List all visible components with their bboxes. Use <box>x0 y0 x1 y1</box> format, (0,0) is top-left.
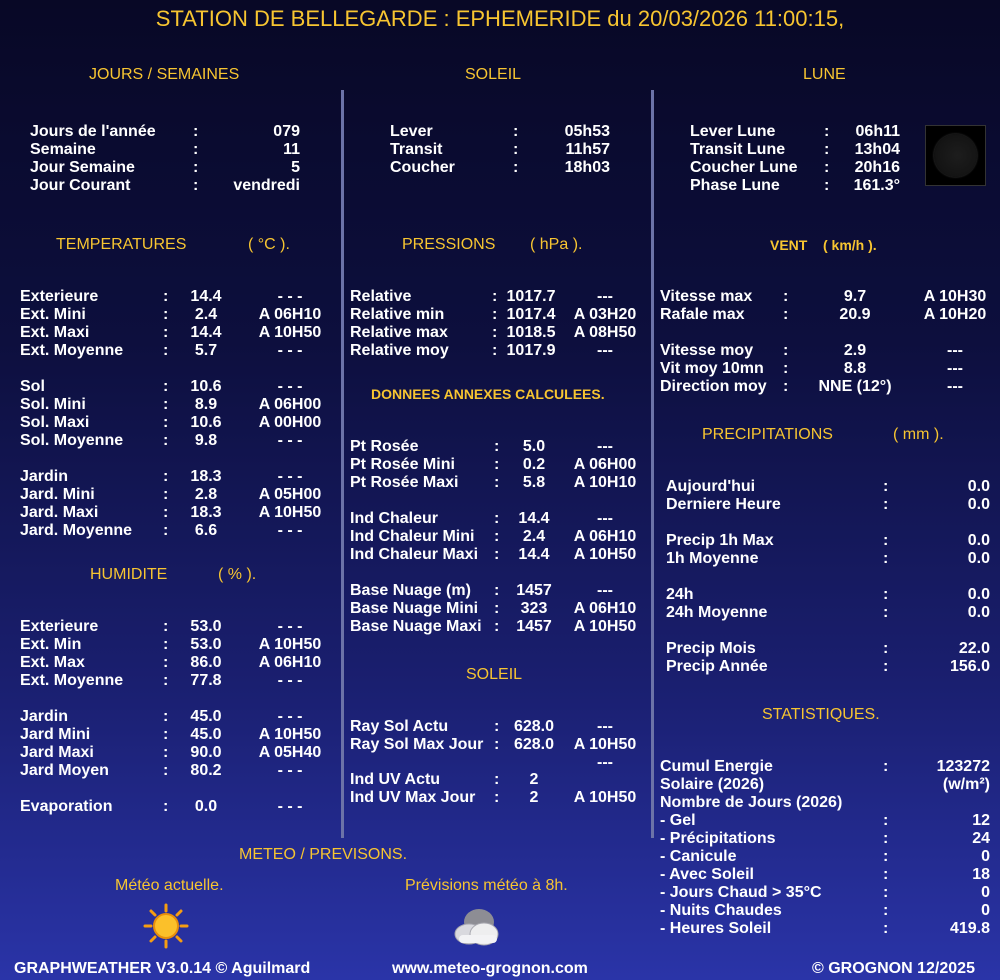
press-value: 1017.7 <box>506 288 556 305</box>
hum-separator: : <box>163 636 169 653</box>
precipitations-unit: ( mm ). <box>893 426 944 443</box>
vent-label: Direction moy <box>660 378 767 395</box>
lune-value: 13h04 <box>854 141 900 158</box>
jours-separator: : <box>193 141 199 158</box>
vent-value: NNE (12°) <box>818 378 892 395</box>
temp-value: 14.4 <box>190 324 222 341</box>
temp-time: - - - <box>277 342 303 359</box>
annexes-time: A 06H10 <box>573 600 637 617</box>
lune-value: 161.3° <box>853 177 900 194</box>
soleil2-separator: : <box>494 718 500 735</box>
annexes-label: Base Nuage Maxi <box>350 618 482 635</box>
jours-value: 079 <box>273 123 300 140</box>
stats-value: 12 <box>972 812 990 829</box>
lune-label: Phase Lune <box>690 177 780 194</box>
footer-website-link[interactable]: www.meteo-grognon.com <box>392 960 588 977</box>
press-value: 1017.4 <box>506 306 556 323</box>
annexes-time: A 10H10 <box>573 474 637 491</box>
jours-label: Semaine <box>30 141 96 158</box>
annexes-time: A 06H00 <box>573 456 637 473</box>
sun-icon <box>143 903 189 949</box>
moon-phase-image <box>925 125 986 186</box>
meteo-actuelle-label: Météo actuelle. <box>115 877 224 894</box>
jours-value: 5 <box>291 159 300 176</box>
soleil2-time: A 10H50 <box>573 789 637 806</box>
hum-label: Ext. Max <box>20 654 85 671</box>
temp-value: 18.3 <box>190 504 222 521</box>
temp-separator: : <box>163 504 169 521</box>
hum-value: 53.0 <box>190 636 222 653</box>
stats-separator: : <box>883 884 889 901</box>
cloud-icon <box>449 902 503 948</box>
precip-separator: : <box>883 640 889 657</box>
lune-separator: : <box>824 123 830 140</box>
stats-label: - Jours Chaud > 35°C <box>660 884 822 901</box>
meteo-prevision-label: Prévisions météo à 8h. <box>405 877 568 894</box>
stats-separator: : <box>883 920 889 937</box>
hum-value: 86.0 <box>190 654 222 671</box>
annexes-separator: : <box>494 618 500 635</box>
soleil2-separator: : <box>494 736 500 753</box>
hum-time: A 10H50 <box>258 726 322 743</box>
vent-separator: : <box>783 360 789 377</box>
temp-label: Ext. Mini <box>20 306 86 323</box>
temp-separator: : <box>163 378 169 395</box>
precip-separator: : <box>883 658 889 675</box>
humidite-unit: ( % ). <box>218 566 257 583</box>
vent-label: Vit moy 10mn <box>660 360 764 377</box>
stats-label: Nombre de Jours (2026) <box>660 794 843 811</box>
hum-time: A 06H10 <box>258 654 322 671</box>
vent-value: 2.9 <box>843 342 867 359</box>
annexes-section-title: DONNEES ANNEXES CALCULEES. <box>371 386 605 402</box>
press-separator: : <box>492 306 498 323</box>
annexes-label: Ind Chaleur Mini <box>350 528 475 545</box>
annexes-separator: : <box>494 438 500 455</box>
vent-time: --- <box>947 342 963 359</box>
soleil-value: 11h57 <box>565 141 610 158</box>
vent-value: 20.9 <box>839 306 871 323</box>
vent-separator: : <box>783 342 789 359</box>
soleil-separator: : <box>513 159 519 176</box>
lune-value: 06h11 <box>855 123 900 140</box>
annexes-time: --- <box>597 510 613 527</box>
annexes-time: --- <box>597 438 613 455</box>
footer-copyright: © GROGNON 12/2025 <box>812 960 975 977</box>
stats-value: 18 <box>972 866 990 883</box>
vent-time: --- <box>947 378 963 395</box>
annexes-label: Base Nuage (m) <box>350 582 471 599</box>
temp-value: 5.7 <box>194 342 218 359</box>
temp-label: Ext. Moyenne <box>20 342 124 359</box>
precip-label: Aujourd'hui <box>666 478 756 495</box>
hum-time: - - - <box>277 798 303 815</box>
lune-separator: : <box>824 159 830 176</box>
precip-separator: : <box>883 496 889 513</box>
precip-separator: : <box>883 478 889 495</box>
press-time: A 03H20 <box>573 306 637 323</box>
temperatures-section-title: TEMPERATURES <box>56 236 187 253</box>
stats-label: - Heures Soleil <box>660 920 772 937</box>
stats-label: Solaire (2026) <box>660 776 765 793</box>
jours-label: Jour Semaine <box>30 159 135 176</box>
hum-time: - - - <box>277 708 303 725</box>
temperatures-unit: ( °C ). <box>248 236 290 253</box>
precip-label: 24h <box>666 586 694 603</box>
temp-value: 10.6 <box>190 378 222 395</box>
precip-value: 0.0 <box>967 604 990 621</box>
annexes-label: Pt Rosée Maxi <box>350 474 459 491</box>
temp-time: A 00H00 <box>258 414 322 431</box>
annexes-value: 14.4 <box>518 510 550 527</box>
annexes-value: 2.4 <box>522 528 546 545</box>
jours-section-title: JOURS / SEMAINES <box>89 66 240 83</box>
press-time: --- <box>597 288 613 305</box>
precipitations-section-title: PRECIPITATIONS <box>702 426 833 443</box>
annexes-separator: : <box>494 528 500 545</box>
temp-separator: : <box>163 288 169 305</box>
temp-label: Ext. Maxi <box>20 324 90 341</box>
temp-value: 18.3 <box>190 468 222 485</box>
lune-section-title: LUNE <box>803 66 846 83</box>
hum-label: Jard Moyen <box>20 762 109 779</box>
vent-section-title: VENT <box>770 237 808 253</box>
temp-time: A 10H50 <box>258 324 322 341</box>
vent-label: Rafale max <box>660 306 745 323</box>
hum-separator: : <box>163 726 169 743</box>
temp-label: Sol. Moyenne <box>20 432 124 449</box>
footer-software: GRAPHWEATHER V3.0.14 © Aguilmard <box>14 960 311 977</box>
press-value: 1017.9 <box>506 342 556 359</box>
vent-time: A 10H20 <box>923 306 987 323</box>
soleil-section-title: SOLEIL <box>465 66 522 83</box>
precip-value: 0.0 <box>967 586 990 603</box>
press-separator: : <box>492 342 498 359</box>
hum-time: A 05H40 <box>258 744 322 761</box>
temp-time: - - - <box>277 378 303 395</box>
temp-label: Sol. Mini <box>20 396 86 413</box>
hum-value: 0.0 <box>194 798 218 815</box>
precip-value: 0.0 <box>967 532 990 549</box>
press-label: Relative min <box>350 306 445 323</box>
hum-separator: : <box>163 672 169 689</box>
temp-value: 10.6 <box>190 414 222 431</box>
stats-separator: : <box>883 830 889 847</box>
pressions-unit: ( hPa ). <box>530 236 583 253</box>
stats-label: - Canicule <box>660 848 737 865</box>
hum-value: 45.0 <box>190 708 222 725</box>
lune-label: Lever Lune <box>690 123 776 140</box>
soleil-separator: : <box>513 141 519 158</box>
precip-label: 24h Moyenne <box>666 604 768 621</box>
temp-time: A 10H50 <box>258 504 322 521</box>
hum-label: Jard Maxi <box>20 744 94 761</box>
annexes-separator: : <box>494 474 500 491</box>
stats-separator: : <box>883 866 889 883</box>
precip-separator: : <box>883 532 889 549</box>
stats-label: - Nuits Chaudes <box>660 902 782 919</box>
annexes-value: 5.0 <box>522 438 546 455</box>
temp-separator: : <box>163 342 169 359</box>
soleil-value: 18h03 <box>564 159 610 176</box>
temp-separator: : <box>163 414 169 431</box>
annexes-time: A 10H50 <box>573 546 637 563</box>
soleil2-value: 628.0 <box>513 718 555 735</box>
hum-separator: : <box>163 762 169 779</box>
temp-label: Jard. Mini <box>20 486 95 503</box>
temp-separator: : <box>163 396 169 413</box>
hum-time: - - - <box>277 618 303 635</box>
annexes-value: 1457 <box>516 582 552 599</box>
stats-value: (w/m²) <box>942 776 990 793</box>
temp-value: 2.8 <box>194 486 218 503</box>
temp-time: A 06H10 <box>258 306 322 323</box>
press-label: Relative <box>350 288 412 305</box>
soleil2-time: A 10H50 <box>573 736 637 753</box>
temp-time: A 06H00 <box>258 396 322 413</box>
lune-value: 20h16 <box>854 159 900 176</box>
annexes-value: 0.2 <box>522 456 546 473</box>
hum-time: - - - <box>277 762 303 779</box>
precip-value: 22.0 <box>958 640 990 657</box>
temp-separator: : <box>163 486 169 503</box>
temp-separator: : <box>163 324 169 341</box>
soleil-value: 05h53 <box>564 123 610 140</box>
press-time: A 08H50 <box>573 324 637 341</box>
hum-value: 90.0 <box>190 744 222 761</box>
annexes-separator: : <box>494 600 500 617</box>
hum-value: 45.0 <box>190 726 222 743</box>
soleil2-value: 2 <box>529 771 539 788</box>
annexes-separator: : <box>494 456 500 473</box>
hum-value: 77.8 <box>190 672 222 689</box>
hum-separator: : <box>163 618 169 635</box>
jours-label: Jours de l'année <box>30 123 156 140</box>
annexes-time: A 06H10 <box>573 528 637 545</box>
temp-time: - - - <box>277 432 303 449</box>
moon-icon <box>934 134 977 177</box>
hum-label: Ext. Moyenne <box>20 672 124 689</box>
temp-time: - - - <box>277 468 303 485</box>
annexes-value: 323 <box>520 600 548 617</box>
soleil2-label: Ind UV Actu <box>350 771 441 788</box>
precip-separator: : <box>883 586 889 603</box>
hum-time: - - - <box>277 672 303 689</box>
temp-time: - - - <box>277 522 303 539</box>
hum-separator: : <box>163 654 169 671</box>
soleil2-value: 2 <box>529 789 539 806</box>
soleil2-time: --- <box>597 718 613 735</box>
precip-value: 0.0 <box>967 496 990 513</box>
stats-value: 419.8 <box>949 920 990 937</box>
precip-label: 1h Moyenne <box>666 550 759 567</box>
annexes-separator: : <box>494 582 500 599</box>
soleil-separator: : <box>513 123 519 140</box>
soleil2-separator: : <box>494 789 500 806</box>
vent-unit: ( km/h ). <box>823 237 877 253</box>
vent-time: --- <box>947 360 963 377</box>
temp-label: Sol. Maxi <box>20 414 90 431</box>
vent-separator: : <box>783 378 789 395</box>
soleil2-label: Ray Sol Actu <box>350 718 449 735</box>
jours-value: vendredi <box>233 177 300 194</box>
precip-label: Precip Mois <box>666 640 756 657</box>
lune-separator: : <box>824 177 830 194</box>
hum-separator: : <box>163 744 169 761</box>
temp-label: Jard. Moyenne <box>20 522 133 539</box>
annexes-value: 5.8 <box>522 474 546 491</box>
jours-label: Jour Courant <box>30 177 131 194</box>
precip-value: 0.0 <box>967 478 990 495</box>
temp-value: 14.4 <box>190 288 222 305</box>
precip-label: Precip 1h Max <box>666 532 774 549</box>
humidite-section-title: HUMIDITE <box>90 566 168 583</box>
soleil2-value: 628.0 <box>513 736 555 753</box>
stats-separator: : <box>883 848 889 865</box>
annexes-label: Pt Rosée <box>350 438 419 455</box>
precip-label: Derniere Heure <box>666 496 781 513</box>
lune-label: Coucher Lune <box>690 159 798 176</box>
vent-value: 8.8 <box>843 360 867 377</box>
temp-value: 8.9 <box>194 396 218 413</box>
temp-value: 2.4 <box>194 306 218 323</box>
stats-label: - Gel <box>660 812 696 829</box>
lune-separator: : <box>824 141 830 158</box>
annexes-separator: : <box>494 546 500 563</box>
stats-value: 24 <box>972 830 990 847</box>
hum-label: Evaporation <box>20 798 113 815</box>
press-separator: : <box>492 324 498 341</box>
temp-label: Jardin <box>20 468 69 485</box>
hum-time: A 10H50 <box>258 636 322 653</box>
annexes-time: A 10H50 <box>573 618 637 635</box>
press-value: 1018.5 <box>506 324 556 341</box>
annexes-time: --- <box>597 582 613 599</box>
precip-label: Precip Année <box>666 658 768 675</box>
lune-label: Transit Lune <box>690 141 786 158</box>
soleil2-label: Ray Sol Max Jour <box>350 736 484 753</box>
hum-label: Ext. Min <box>20 636 82 653</box>
hum-label: Jard Mini <box>20 726 91 743</box>
annexes-separator: : <box>494 510 500 527</box>
soleil-label: Transit <box>390 141 443 158</box>
annexes-label: Ind Chaleur Maxi <box>350 546 479 563</box>
soleil-label: Coucher <box>390 159 455 176</box>
jours-value: 11 <box>283 141 300 158</box>
temp-time: - - - <box>277 288 303 305</box>
stats-separator: : <box>883 758 889 775</box>
page-title: STATION DE BELLEGARDE : EPHEMERIDE du 20/03/2026 11:00:15, <box>155 6 845 31</box>
annexes-label: Base Nuage Mini <box>350 600 479 617</box>
vent-label: Vitesse moy <box>660 342 754 359</box>
stats-separator: : <box>883 812 889 829</box>
jours-separator: : <box>193 177 199 194</box>
stats-value: 123272 <box>936 758 990 775</box>
temp-label: Exterieure <box>20 288 99 305</box>
pressions-section-title: PRESSIONS <box>402 236 496 253</box>
temp-value: 9.8 <box>194 432 218 449</box>
press-separator: : <box>492 288 498 305</box>
vent-separator: : <box>783 288 789 305</box>
soleil2-separator: : <box>494 771 500 788</box>
stats-value: 0 <box>981 902 990 919</box>
soleil2-time: --- <box>597 754 613 771</box>
stats-value: 0 <box>981 884 990 901</box>
precip-separator: : <box>883 550 889 567</box>
precip-value: 156.0 <box>949 658 990 675</box>
stats-separator: : <box>883 902 889 919</box>
soleil-label: Lever <box>390 123 433 140</box>
precip-value: 0.0 <box>967 550 990 567</box>
temp-label: Jard. Maxi <box>20 504 99 521</box>
hum-separator: : <box>163 708 169 725</box>
soleil2-label: Ind UV Max Jour <box>350 789 476 806</box>
temp-label: Sol <box>20 378 45 395</box>
hum-label: Exterieure <box>20 618 99 635</box>
vent-value: 9.7 <box>843 288 867 305</box>
vent-label: Vitesse max <box>660 288 753 305</box>
jours-separator: : <box>193 159 199 176</box>
annexes-value: 1457 <box>516 618 552 635</box>
vent-time: A 10H30 <box>923 288 987 305</box>
precip-separator: : <box>883 604 889 621</box>
temp-separator: : <box>163 432 169 449</box>
temp-separator: : <box>163 468 169 485</box>
hum-separator: : <box>163 798 169 815</box>
temp-separator: : <box>163 522 169 539</box>
stats-label: - Avec Soleil <box>660 866 754 883</box>
hum-label: Jardin <box>20 708 69 725</box>
soleil2-section-title: SOLEIL <box>466 666 523 683</box>
press-label: Relative moy <box>350 342 449 359</box>
jours-separator: : <box>193 123 199 140</box>
press-time: --- <box>597 342 613 359</box>
vent-separator: : <box>783 306 789 323</box>
stats-value: 0 <box>981 848 990 865</box>
temp-separator: : <box>163 306 169 323</box>
stats-label: - Précipitations <box>660 830 776 847</box>
hum-value: 80.2 <box>190 762 222 779</box>
temp-time: A 05H00 <box>258 486 322 503</box>
hum-value: 53.0 <box>190 618 222 635</box>
annexes-label: Pt Rosée Mini <box>350 456 455 473</box>
temp-value: 6.6 <box>194 522 218 539</box>
statistiques-section-title: STATISTIQUES. <box>762 706 880 723</box>
annexes-value: 14.4 <box>518 546 550 563</box>
stats-label: Cumul Energie <box>660 758 773 775</box>
meteo-section-title: METEO / PREVISONS. <box>239 846 408 863</box>
annexes-label: Ind Chaleur <box>350 510 439 527</box>
press-label: Relative max <box>350 324 448 341</box>
